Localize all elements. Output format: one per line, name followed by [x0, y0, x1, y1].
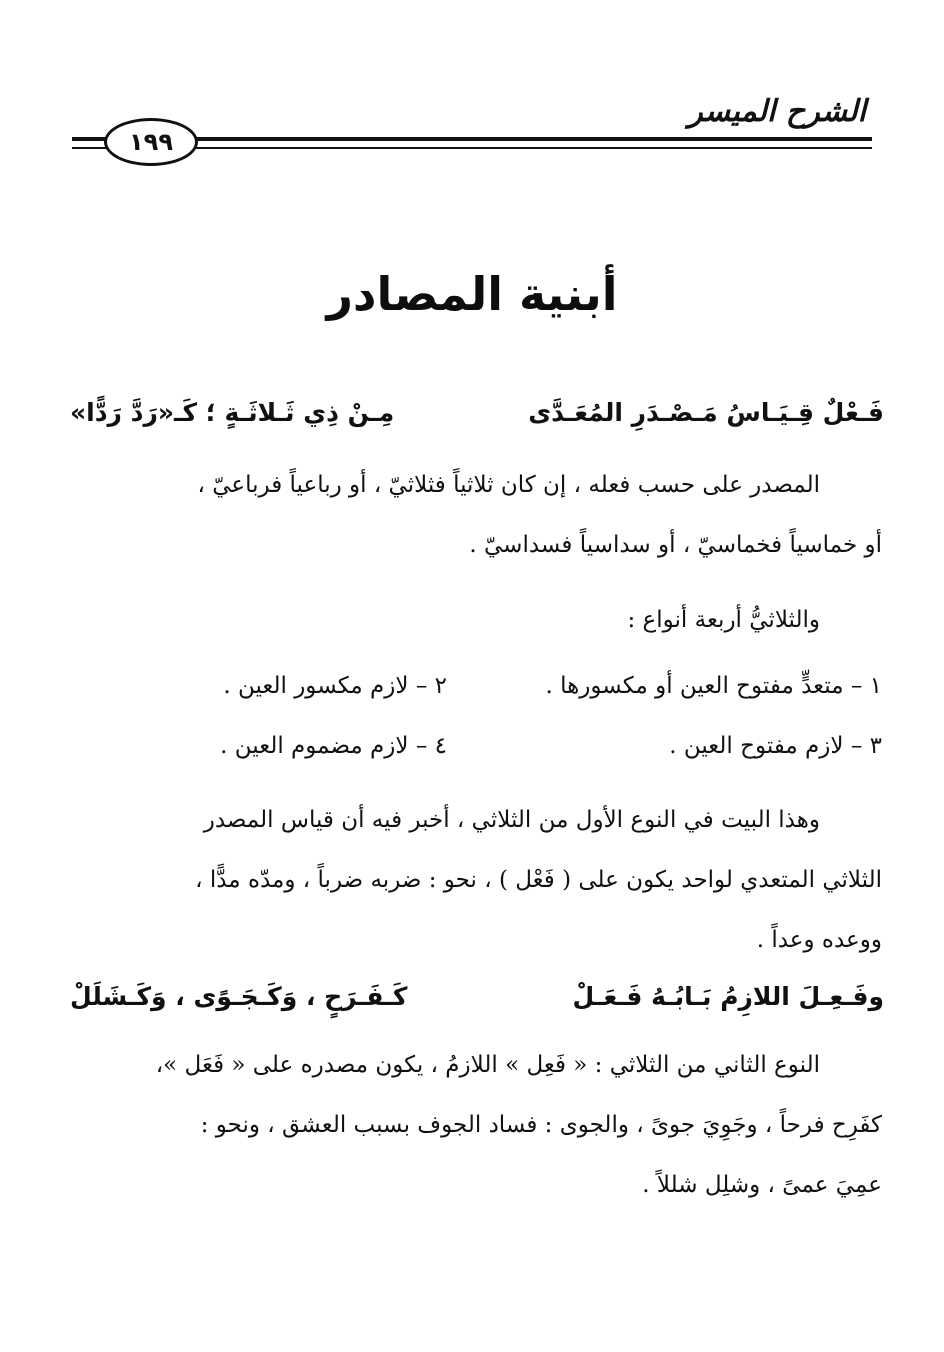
verse-2-first-hemistich: وفَـعِـلَ اللازِمُ بَـابُـهُ فَـعَـلْ [572, 982, 884, 1011]
type-item-1: ١ – متعدٍّ مفتوح العين أو مكسورها . [545, 673, 882, 699]
paragraph-3 [58, 790, 882, 970]
paragraph-1 [58, 455, 882, 575]
page-number-badge [104, 118, 198, 166]
verse-1-first-hemistich: فَـعْلٌ قِـيَـاسُ مَـصْـدَرِ المُعَـدَّى [528, 398, 884, 427]
paragraph-2-line-1: والثلاثيُّ أربعة أنواع : [627, 607, 820, 633]
header-rule-thin [195, 147, 872, 149]
type-item-4: ٤ – لازم مضموم العين . [220, 733, 447, 759]
running-title: الشرح الميسر [688, 94, 866, 129]
paragraph-4 [58, 1035, 882, 1215]
paragraph-4-line-2: كفَرِح فرحاً ، وجَوِيَ جوىً ، والجوى : فساد الجوف بسبب العشق ، ونحو : [200, 1112, 882, 1138]
paragraph-3-line-1: وهذا البيت في النوع الأول من الثلاثي ، أخبر فيه أن قياس المصدر [203, 807, 820, 833]
types-row-2 [58, 716, 882, 776]
paragraph-1-line-2: أو خماسياً فخماسيّ ، أو سداسياً فسداسيّ . [469, 532, 882, 558]
types-list [58, 656, 882, 776]
type-item-3: ٣ – لازم مفتوح العين . [669, 733, 882, 759]
paragraph-3-line-2: الثلاثي المتعدي لواحد يكون على ( فَعْل ) ، نحو : ضربه ضرباً ، ومدّه مدًّا ، [195, 867, 882, 893]
verse-line-1 [70, 388, 884, 438]
types-row-1 [58, 656, 882, 716]
type-item-2: ٢ – لازم مكسور العين . [223, 673, 447, 699]
paragraph-4-line-3: عمِيَ عمىً ، وشلِل شللاً . [642, 1172, 882, 1198]
verse-2-second-hemistich: كَـفَـرَحٍ ، وَكَـجَـوًى ، وَكَـشَلَلْ [70, 982, 408, 1011]
verse-1-second-hemistich: مِـنْ ذِي ثَـلاثَـةٍ ؛ كَـ«رَدَّ رَدًّا» [70, 398, 395, 427]
header-rule-thick [195, 137, 872, 141]
page-number: ١٩٩ [129, 128, 173, 156]
paragraph-3-line-3: ووعده وعداً . [756, 927, 882, 953]
verse-line-2 [70, 972, 884, 1022]
paragraph-2 [58, 590, 882, 650]
paragraph-4-line-1: النوع الثاني من الثلاثي : « فَعِل » اللازمُ ، يكون مصدره على « فَعَل »، [155, 1052, 820, 1078]
paragraph-1-line-1: المصدر على حسب فعله ، إن كان ثلاثياً فثلاثيّ ، أو رباعياً فرباعيّ ، [197, 472, 820, 498]
chapter-title: أبنية المصادر [326, 267, 618, 321]
